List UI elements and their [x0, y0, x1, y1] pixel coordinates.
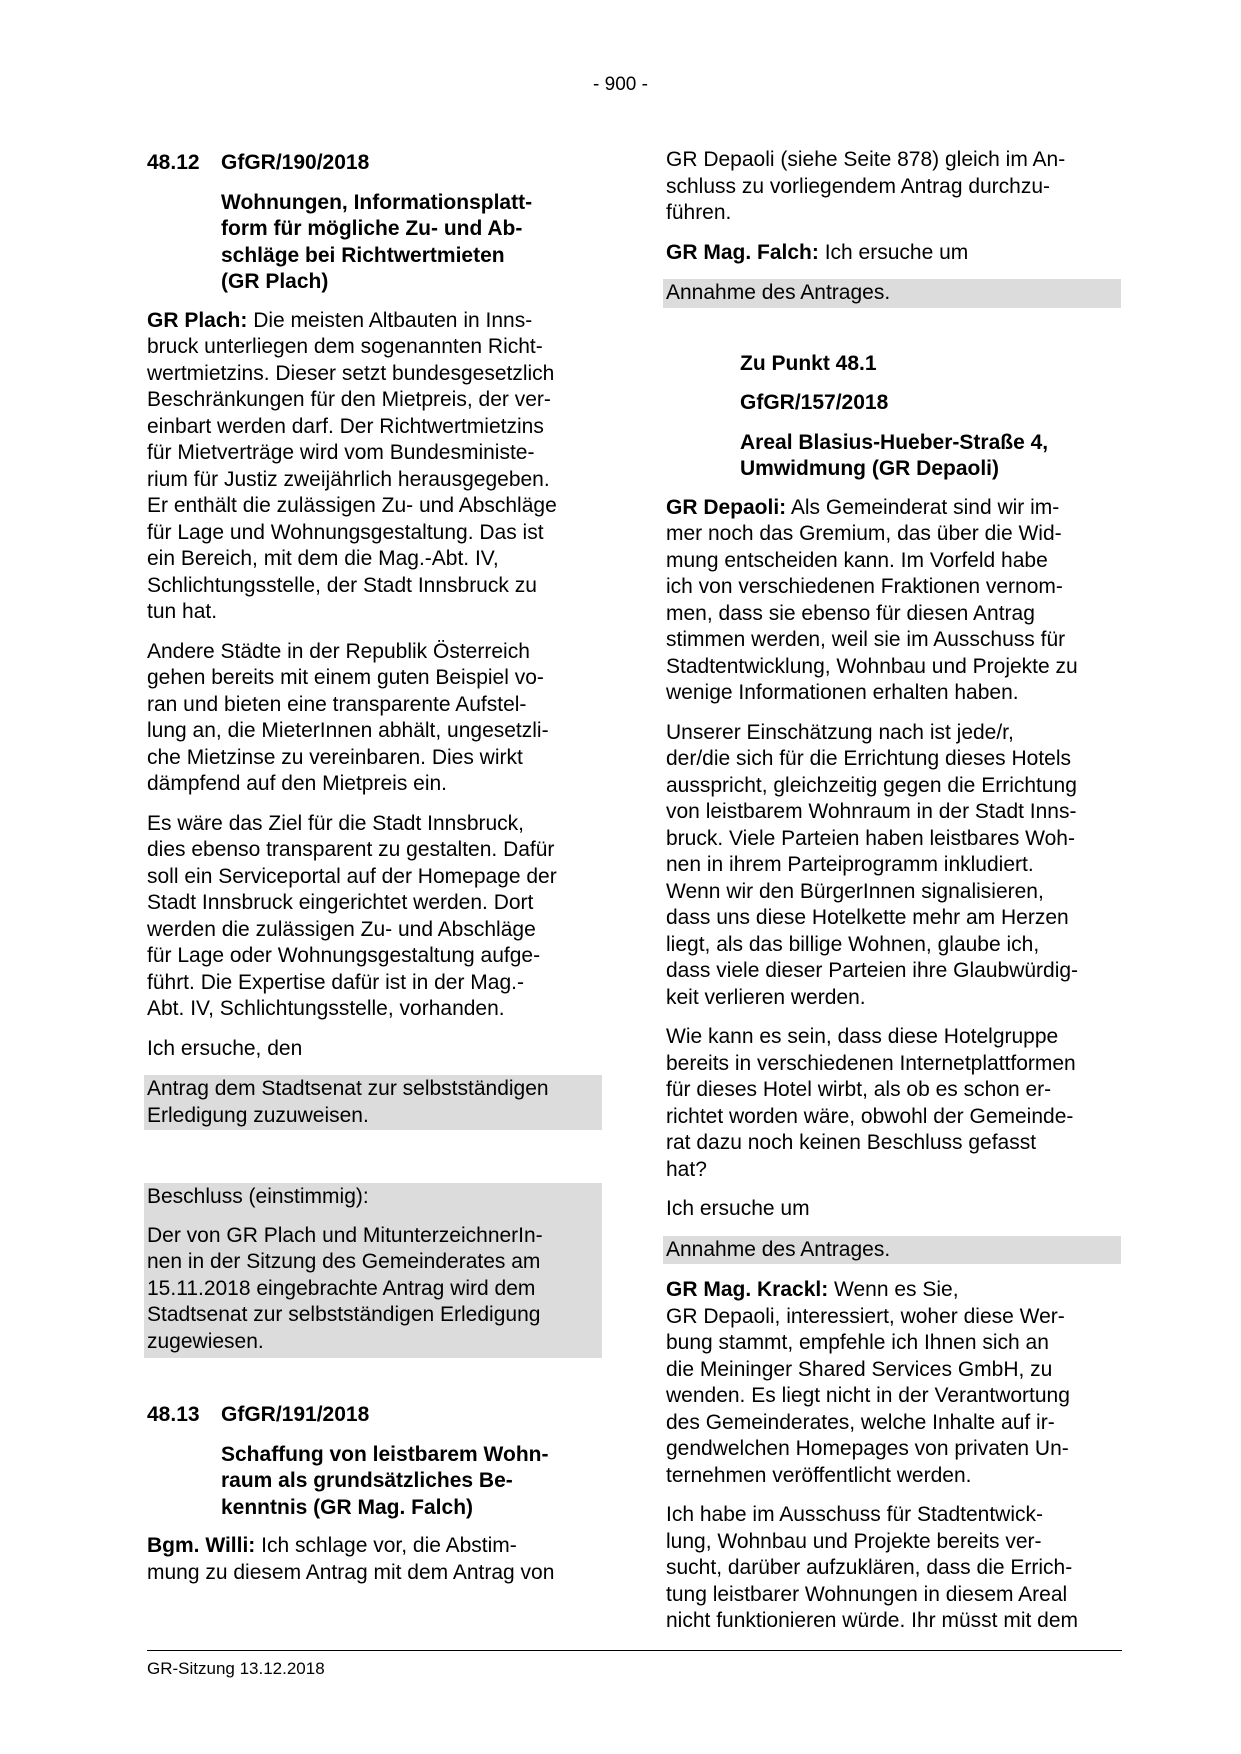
title-line: raum als grundsätzliches Be- — [221, 1469, 513, 1492]
text-line: der/die sich für die Errichtung dieses Hotels — [666, 747, 1072, 770]
text-line: führt. Die Expertise dafür ist in der Mag.- — [147, 970, 524, 994]
text-line: Der von GR Plach und MitunterzeichnerIn- — [147, 1223, 543, 1247]
text-line: Wenn wir den BürgerInnen signalisieren, — [666, 879, 1044, 903]
text-line: für Lage oder Wohnungsgestaltung aufge- — [147, 944, 541, 967]
text-line: soll ein Serviceportal auf der Homepage der — [147, 864, 557, 888]
resolution-box — [144, 1183, 602, 1358]
item-title — [221, 190, 602, 296]
text-line: tun hat. — [147, 600, 218, 623]
text-line: nicht funktionieren würde. Ihr müsst mit dem — [666, 1609, 1079, 1632]
title-line: form für mögliche Zu- und Ab- — [221, 217, 523, 240]
text-line: dämpfend auf den Mietpreis ein. — [147, 772, 448, 795]
paragraph — [666, 1024, 1121, 1183]
speech-paragraph — [147, 1533, 602, 1586]
text-line: Als Gemeinderat sind wir im- — [786, 495, 1060, 519]
agenda-item-heading — [147, 150, 602, 177]
paragraph — [666, 1502, 1121, 1635]
text-line: Er enthält die zulässigen Zu- und Abschläge — [147, 494, 557, 517]
text-line: Wie kann es sein, dass diese Hotelgruppe — [666, 1025, 1059, 1048]
text-line: werden die zulässigen Zu- und Abschläge — [147, 917, 536, 941]
text-line: des Gemeinderates, welche Inhalte auf ir- — [666, 1410, 1055, 1434]
text-line: richtet worden wäre, obwohl der Gemeinde- — [666, 1104, 1074, 1128]
text-line: 15.11.2018 eingebrachte Antrag wird dem — [147, 1276, 536, 1300]
text-line: Stadt Innsbruck eingerichtet werden. Dort — [147, 891, 534, 914]
text-line: gehen bereits mit einem guten Beispiel vo- — [147, 666, 544, 689]
paragraph — [666, 720, 1121, 1012]
text-line: lung an, die MieterInnen abhält, ungesetzli- — [147, 719, 549, 742]
text-line: hat? — [666, 1157, 707, 1181]
item-title — [221, 1442, 602, 1522]
text-line: Antrag dem Stadtsenat zur selbstständigen — [147, 1077, 549, 1100]
paragraph — [147, 639, 602, 798]
agenda-item-heading — [147, 1402, 602, 1429]
text-line: keit verlieren werden. — [666, 985, 866, 1009]
text-line: Beschränkungen für den Mietpreis, der ver- — [147, 388, 551, 411]
text-line: dass viele dieser Parteien ihre Glaubwürdig- — [666, 959, 1079, 982]
title-line: kenntnis (GR Mag. Falch) — [221, 1495, 474, 1519]
title-line: Schaffung von leistbarem Wohn- — [221, 1442, 549, 1466]
speaker-name: Bgm. Willi: — [147, 1534, 256, 1557]
text-line: Stadtsenat zur selbstständigen Erledigung — [147, 1303, 541, 1326]
motion-highlight — [144, 1075, 602, 1130]
motion-highlight: Annahme des Antrages. — [663, 1236, 1121, 1265]
reference-heading: Zu Punkt 48.1 — [740, 351, 877, 375]
footer-divider — [147, 1650, 1122, 1651]
text-line: wertmietzins. Dieser setzt bundesgesetzlich — [147, 361, 555, 385]
text-line: wenige Informationen erhalten haben. — [666, 681, 1019, 704]
speaker-name: GR Depaoli: — [666, 495, 787, 519]
speaker-name: GR Plach: — [147, 308, 248, 332]
text-line: Die meisten Altbauten in Inns- — [247, 308, 533, 332]
text-line: ran und bieten eine transparente Aufstel- — [147, 692, 527, 716]
text-line: schluss zu vorliegendem Antrag durchzu- — [666, 174, 1051, 198]
text-line: tung leistbarer Wohnungen in diesem Areal — [666, 1582, 1068, 1606]
title-line: Areal Blasius-Hueber-Straße 4, — [740, 430, 1049, 454]
speech-paragraph — [666, 495, 1121, 707]
text-line: mung zu diesem Antrag mit dem Antrag von — [147, 1560, 555, 1584]
text-line: che Mietzinse zu vereinbaren. Dies wirkt — [147, 745, 523, 769]
text-line: rium für Justiz zweijährlich herausgegeben. — [147, 467, 550, 491]
motion-highlight: Annahme des Antrages. — [663, 279, 1121, 308]
text-line: rat dazu noch keinen Beschluss gefasst — [666, 1131, 1037, 1154]
text-line: Stadtentwicklung, Wohnbau und Projekte zu — [666, 654, 1078, 678]
text-line: für dieses Hotel wirbt, als ob es schon er- — [666, 1078, 1052, 1101]
text-line: dass uns diese Hotelkette mehr am Herzen — [666, 906, 1069, 929]
text-line: mung entscheiden kann. Im Vorfeld habe — [666, 548, 1048, 572]
text-line: Ich schlage vor, die Abstim- — [255, 1534, 517, 1557]
text-line: einbart werden darf. Der Richtwertmietzins — [147, 414, 544, 438]
item-code: GfGR/191/2018 — [221, 1403, 370, 1426]
text-line: führen. — [666, 201, 732, 224]
item-title — [740, 430, 1121, 483]
footer-text: GR-Sitzung 13.12.2018 — [147, 1659, 325, 1678]
item-code: GfGR/157/2018 — [740, 391, 889, 414]
text-line: ausspricht, gleichzeitig gegen die Errichtung — [666, 773, 1077, 797]
speech-paragraph — [666, 240, 1121, 267]
text-line: Es wäre das Ziel für die Stadt Innsbruck, — [147, 811, 525, 835]
title-line: Umwidmung (GR Depaoli) — [740, 457, 999, 480]
text-line: men, dass sie ebenso für diesen Antrag — [666, 601, 1035, 625]
text-line: GR Depaoli, interessiert, woher diese Wer- — [666, 1304, 1065, 1328]
text-line: lung, Wohnbau und Projekte bereits ver- — [666, 1529, 1042, 1553]
text-line: Ich habe im Ausschuss für Stadtentwick- — [666, 1503, 1044, 1526]
text-line: Unserer Einschätzung nach ist jede/r, — [666, 720, 1014, 744]
speech-paragraph — [147, 308, 602, 626]
page-number: - 900 - — [593, 74, 648, 95]
text-line: Erledigung zuzuweisen. — [147, 1103, 369, 1127]
item-number: 48.12 — [147, 151, 200, 174]
text-line: liegt, als das billige Wohnen, glaube ich, — [666, 932, 1040, 956]
paragraph: Ich ersuche um — [666, 1197, 810, 1220]
text-line: mer noch das Gremium, das über die Wid- — [666, 522, 1062, 545]
text-line: Andere Städte in der Republik Österreich — [147, 639, 530, 663]
text-line: Schlichtungsstelle, der Stadt Innsbruck zu — [147, 573, 537, 597]
text-line: wenden. Es liegt nicht in der Verantwortung — [666, 1384, 1070, 1407]
speaker-name: GR Mag. Falch: — [666, 240, 819, 264]
left-column — [147, 150, 602, 1599]
text-line: Abt. IV, Schlichtungsstelle, vorhanden. — [147, 997, 505, 1020]
text-line: sucht, darüber aufzuklären, dass die Errich- — [666, 1556, 1073, 1579]
resolution-heading: Beschluss (einstimmig): — [147, 1185, 369, 1208]
text-line: für Lage und Wohnungsgestaltung. Das ist — [147, 520, 544, 544]
text-line: GR Depaoli (siehe Seite 878) gleich im An- — [666, 148, 1066, 171]
paragraph — [666, 147, 1121, 227]
paragraph — [147, 811, 602, 1023]
text-line: zugewiesen. — [147, 1329, 264, 1353]
text-line: gendwelchen Homepages von privaten Un- — [666, 1437, 1069, 1460]
text-line: ein Bereich, mit dem die Mag.-Abt. IV, — [147, 547, 499, 570]
text-line: bruck. Viele Parteien haben leistbares Woh- — [666, 826, 1075, 850]
item-number: 48.13 — [147, 1403, 200, 1426]
right-column — [666, 147, 1121, 1648]
paragraph: Ich ersuche, den — [147, 1036, 303, 1060]
title-line: Wohnungen, Informationsplatt- — [221, 190, 533, 214]
text-line: von leistbarem Wohnraum in der Stadt Inns- — [666, 800, 1077, 823]
text-line: für Mietverträge wird vom Bundesministe- — [147, 441, 535, 464]
speech-paragraph — [666, 1277, 1121, 1489]
text-line: bereits in verschiedenen Internetplattformen — [666, 1051, 1076, 1075]
text-line: bruck unterliegen dem sogenannten Richt- — [147, 335, 543, 358]
text-line: nen in ihrem Parteiprogramm inkludiert. — [666, 853, 1034, 876]
text-line: Wenn es Sie, — [828, 1278, 959, 1301]
text-line: stimmen werden, weil sie im Ausschuss für — [666, 628, 1066, 651]
item-code: GfGR/190/2018 — [221, 151, 370, 174]
text-line: ternehmen veröffentlicht werden. — [666, 1463, 972, 1487]
text-line: nen in der Sitzung des Gemeinderates am — [147, 1250, 541, 1273]
text-line: ich von verschiedenen Fraktionen vernom- — [666, 575, 1063, 598]
speaker-name: GR Mag. Krackl: — [666, 1278, 829, 1301]
title-line: (GR Plach) — [221, 270, 329, 293]
title-line: schläge bei Richtwertmieten — [221, 243, 505, 267]
text-line: dies ebenso transparent zu gestalten. Dafür — [147, 838, 555, 861]
text-line: bung stammt, empfehle ich Ihnen sich an — [666, 1331, 1049, 1354]
text-line: die Meininger Shared Services GmbH, zu — [666, 1357, 1053, 1381]
text-line: Ich ersuche um — [818, 240, 969, 264]
